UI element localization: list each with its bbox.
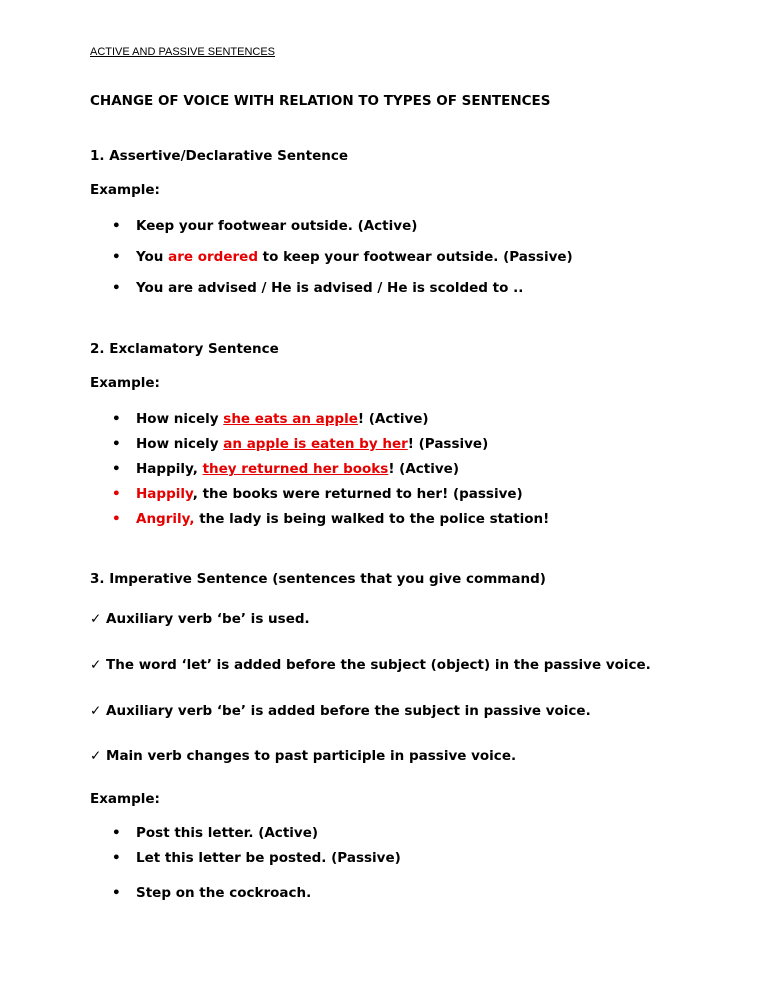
checkmark-icon: ✓ <box>90 748 102 764</box>
bullet-icon: • <box>112 280 121 296</box>
bullet-icon: • <box>112 850 121 866</box>
section1-example-label: Example: <box>90 182 160 198</box>
bullet-icon: • <box>112 825 121 841</box>
main-heading: CHANGE OF VOICE WITH RELATION TO TYPES OF SENTENCES <box>90 93 551 109</box>
highlight-text: Happily <box>136 486 193 502</box>
section1-title: 1. Assertive/Declarative Sentence <box>90 148 348 164</box>
bullet-icon: • <box>112 461 121 477</box>
highlight-text: are ordered <box>168 249 258 265</box>
bullet-icon: • <box>112 486 121 502</box>
highlight-text: an apple is eaten by her <box>223 436 408 452</box>
section2-title: 2. Exclamatory Sentence <box>90 341 279 357</box>
check-item: ✓ Auxiliary verb ‘be’ is added before the subject in passive voice. <box>90 703 591 719</box>
bullet-icon: • <box>112 885 121 901</box>
check-item: ✓ The word ‘let’ is added before the subject (object) in the passive voice. <box>90 657 651 673</box>
bullet-icon: • <box>112 218 121 234</box>
section3-example-label: Example: <box>90 791 160 807</box>
bullet-icon: • <box>112 511 121 527</box>
document-page: ACTIVE AND PASSIVE SENTENCES CHANGE OF VOICE WITH RELATION TO TYPES OF SENTENCES 1. Assertive/Declarative Sentence Example: • Keep your footwear outside. (Active) • You are ordered to keep your footwear outside. (Passive) • You are advised / He is advised / He is scolded to .. 2. Exclamatory Sentence Example: • How nicely she eats an apple! (Active) • How nicely an apple is eaten by her! (Passive) • Happily, they returned her books! (Active) • Happily, the books were returned to her! (passive) • Angrily, the lady is being walked to the police station! 3. Imperative Sentence (sentences that you give command) ✓ Auxiliary verb ‘be’ is used. ✓ The word ‘let’ is added before the subject (object) in the passive voice. ✓ Auxiliary verb ‘be’ is added before the subject in passive voice. ✓ Main verb changes to past participle in passive voice. Example: • Post this letter. (Active) • Let this letter be posted. (Passive) • Step on the cockroach. <box>90 46 651 901</box>
checkmark-icon: ✓ <box>90 703 102 719</box>
bullet-icon: • <box>112 249 121 265</box>
highlight-text: Angrily, <box>136 511 195 527</box>
checkmark-icon: ✓ <box>90 611 102 627</box>
bullet-icon: • <box>112 436 121 452</box>
document-title: ACTIVE AND PASSIVE SENTENCES <box>90 46 276 58</box>
highlight-text: she eats an apple <box>223 411 358 427</box>
section3-title: 3. Imperative Sentence (sentences that you give command) <box>90 571 546 587</box>
checkmark-icon: ✓ <box>90 657 102 673</box>
bullet-icon: • <box>112 411 121 427</box>
highlight-text: they returned her books <box>202 461 389 477</box>
section2-example-label: Example: <box>90 375 160 391</box>
check-item: ✓ Auxiliary verb ‘be’ is used. <box>90 611 310 627</box>
check-item: ✓ Main verb changes to past participle in passive voice. <box>90 748 517 764</box>
